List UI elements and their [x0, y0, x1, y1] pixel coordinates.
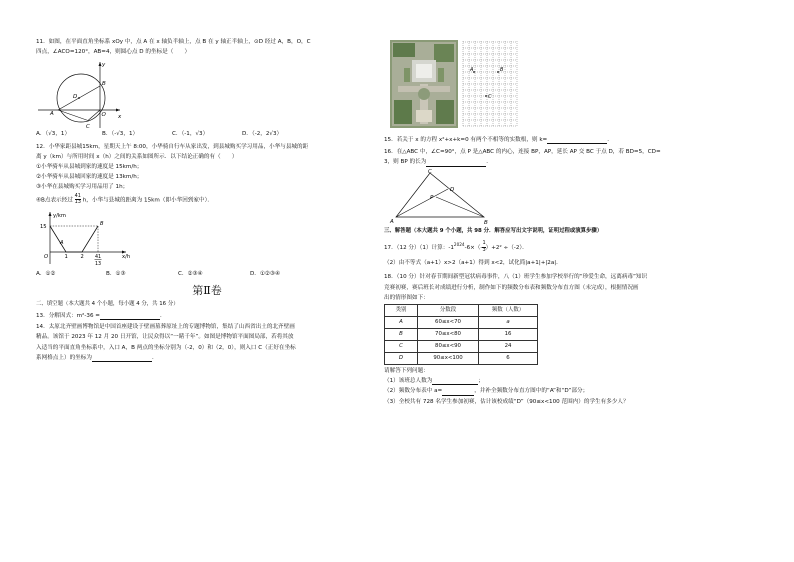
- q12-label-a: A: [60, 239, 64, 246]
- table-row: [385, 328, 538, 340]
- q16-line1: 16．在△ABC 中，∠C=90°，点 P 是△ABC 的内心，连接 BP，AP，延长 AP 交 BC 于点 D，若 BD=5，CD=: [384, 149, 661, 156]
- q12-label-b: B: [100, 220, 104, 227]
- q18-part3: （3）全校共有 728 名学生参加初赛，估计该校成绩“D”（90≤x<100 范围内）的学生有多少人？: [384, 398, 629, 405]
- right-column: [384, 136, 722, 408]
- q12-statement-3: ③小华在县城购买学习用品用了 1h；: [36, 184, 129, 191]
- q18-part1: （1）该班总人数为 ；: [384, 378, 484, 385]
- q13-stem: 13．分解因式：m²-36 =: [36, 313, 100, 320]
- table-cell: a: [479, 316, 538, 328]
- q11-label-o: O: [101, 112, 106, 119]
- q14-answer-blank[interactable]: [92, 355, 152, 362]
- q12-option-d: D．①②③④: [250, 270, 280, 277]
- q14-line3: 入适当的平面直角坐标系中，入口 A，B 两点的坐标分别为（-2，0）和（2，0），则入口 C（正好在坐标: [36, 344, 296, 351]
- q18-line3: 出的情形图如下：: [384, 294, 429, 301]
- frequency-table: [384, 304, 538, 365]
- q12-stem-line2: 离 y（km）与所用时间 x（h）之间的关系如图所示．以下结论正确的有（ ）: [36, 153, 238, 160]
- q12-statement-1: ①小华骑车从县城到家的速度是 15km/h；: [36, 164, 143, 171]
- q11-option-b: B．（-√3，1）: [102, 131, 139, 138]
- q13-answer-blank[interactable]: [100, 313, 160, 320]
- q14-line1: 14．太原北齐壁画博物馆是中国首座建设于壁画墓葬原址上的专题博物馆，集结了山西省出土的北齐壁画: [36, 324, 295, 331]
- fill-in-heading: 二、填空题（本大题共 4 个小题，每小题 4 分，共 16 分）: [36, 300, 179, 307]
- q18-part2-blank[interactable]: [442, 389, 474, 396]
- q18-line1: 18．（10 分）针对春节期间新型冠状病毒事件，八（1）班学生参加学校举行的“珍爱生命，远离病毒”知识: [384, 274, 648, 281]
- q12-s4-num: 41: [74, 192, 81, 199]
- q18-part1-blank[interactable]: [432, 378, 478, 385]
- q12-option-a: A．①②: [36, 270, 56, 277]
- q11-label-b: B: [102, 81, 106, 88]
- q16-line2-text: 3，则 BP 的长为: [384, 159, 427, 166]
- grid-label-c: C: [488, 94, 492, 100]
- q11-label-c: C: [86, 124, 90, 131]
- q16-label-b: B: [484, 219, 488, 225]
- q12-tick-3-den: 13: [95, 261, 102, 267]
- q12-option-c: C．②③④: [178, 270, 203, 277]
- q17-line2: （2）由不等式（a+1）x>2（a+1）得到 x<2，试化简|a+1|+|2a|．: [384, 260, 562, 267]
- table-header-cell: 类别: [385, 304, 418, 316]
- table-cell: 6: [479, 352, 538, 364]
- q12-s4-post: h，小华与县城的距离为 15km（即小华回到家中）．: [82, 197, 213, 204]
- q11-stem-line1: 11．如图，在平面直角坐标系 xOy 中，点 A 在 x 轴负半轴上，点 B 在 y 轴正半轴上，⊙D 经过 A，B，O，C: [36, 39, 311, 45]
- q12-xlabel: x/h: [122, 253, 131, 260]
- table-row: [385, 352, 538, 364]
- q17-l1-pre: 17．（12 分）（1）计算：-1: [384, 244, 454, 251]
- q11-label-y: y: [102, 62, 106, 69]
- q17-line1: [384, 241, 722, 253]
- q14-line4: 系网格点上）的坐标为 ．: [36, 354, 158, 361]
- q12-y15: 15: [40, 223, 47, 230]
- grid-label-b: B: [500, 67, 504, 73]
- q11-option-d: D．（-2，2√3）: [242, 131, 283, 138]
- q12-graph: [36, 208, 136, 270]
- q18-part1-text: （1）该班总人数为: [384, 378, 433, 385]
- table-cell: 80≤x<90: [418, 340, 479, 352]
- museum-map-image: [390, 40, 458, 128]
- grid-label-a: A: [470, 67, 474, 73]
- q11-label-x: x: [118, 114, 122, 121]
- q16-label-p: P: [430, 194, 434, 201]
- q12-s4-pre: ④B点表示经过: [36, 197, 73, 204]
- table-row: [385, 316, 538, 328]
- section-title: 第Ⅱ卷: [192, 283, 222, 297]
- q16-label-a: A: [390, 218, 394, 225]
- q18-ask: 请解答下列问题：: [384, 367, 429, 374]
- q12-tick-1: 1: [64, 253, 68, 260]
- q15-stem: 15．若关于 x 的方程 x²+x+k=0 有两个不相等的实数根，则 k=: [384, 137, 548, 143]
- q12-tick-2: 2: [80, 253, 84, 260]
- q13-text: 13．分解因式：m²-36 = ．: [36, 313, 166, 320]
- table-header-cell: 频数（人数）: [479, 304, 538, 316]
- table-cell: 60≤x<70: [418, 316, 479, 328]
- table-cell: D: [385, 352, 418, 364]
- q12-label-o: O: [44, 253, 49, 260]
- q17-l1-den: 3: [482, 246, 486, 253]
- q18-part2: [384, 387, 722, 395]
- table-cell: 16: [479, 328, 538, 340]
- q11-label-a: A: [50, 111, 54, 118]
- table-header-cell: 分数段: [418, 304, 479, 316]
- table-cell: 90≤x<100: [418, 352, 479, 364]
- q16-label-c: C: [428, 168, 432, 175]
- table-cell: B: [385, 328, 418, 340]
- q12-s4-den: 13: [74, 199, 81, 206]
- q17-l1-post: ）+2² ÷（-2）．: [485, 244, 528, 251]
- q18-part2-pre: （2）频数分布表中 a=: [384, 388, 443, 395]
- q16-answer-blank[interactable]: [426, 160, 486, 167]
- q16-label-d: D: [450, 186, 455, 193]
- table-cell: 24: [479, 340, 538, 352]
- coordinate-grid-figure: [462, 40, 520, 128]
- q11-option-c: C．（-1，√3）: [172, 131, 209, 138]
- q12-tick-3-num: 41: [95, 254, 102, 260]
- table-cell: 70≤x<80: [418, 328, 479, 340]
- q12-option-b: B．①③: [106, 270, 126, 277]
- solve-heading: 三、解答题（本大题共 9 个小题，共 98 分．解答应写出文字说明，证明过程或演算步骤）: [384, 227, 603, 234]
- q12-statement-4: [36, 194, 378, 206]
- q11-label-d: D: [73, 94, 78, 101]
- q15-answer-blank[interactable]: [547, 137, 607, 144]
- q12-ylabel: y/km: [53, 212, 66, 219]
- q17-l1-num: 1: [482, 240, 486, 247]
- q18-part2-post: ，并补全频数分布直方图中的“A”和“D”部分；: [474, 388, 589, 395]
- q12-statement-2: ②小华骑车从县城回家的速度是 13km/h；: [36, 174, 143, 181]
- q12-options: [36, 270, 378, 278]
- q18-line2: 竞赛初赛，赛后班长对成绩进行分析，制作如下的频数分布表和频数分布直方图（未完成），根据情况画: [384, 284, 639, 291]
- q17-l1-exp: 2024: [453, 241, 465, 247]
- table-cell: A: [385, 316, 418, 328]
- q16-triangle-figure: [384, 169, 494, 225]
- q11-option-a: A．（√3，1）: [36, 131, 71, 138]
- q12-stem-line1: 12．小华家距县城15km，星期天上午 8:00，小华骑自行车从家出发，到县城购买学习用品，小华与县城的距: [36, 143, 309, 150]
- q16-line2: 3，则 BP 的长为 ．: [384, 159, 492, 166]
- q11-circle-figure: [36, 58, 146, 130]
- q15-text: 15．若关于 x 的方程 x²+x+k=0 有两个不相等的实数根，则 k= ．: [384, 137, 613, 143]
- left-column: [36, 38, 378, 364]
- q11-options: [36, 130, 378, 138]
- q11-stem-line2: 四点，∠ACO=120°，AB=4，则圆心点 D 的坐标是（ ）: [36, 49, 191, 56]
- q14-line2: 精品。该馆于 2023 年 12 月 20 日开馆，让民众得以“一睹千年”。如图是博物馆平面图局部，若将其放: [36, 334, 294, 341]
- q12-s4-fraction: [75, 194, 81, 206]
- q17-l1-mid: -6×（-: [464, 244, 483, 251]
- q14-line4-text: 系网格点上）的坐标为: [36, 354, 92, 361]
- table-cell: C: [385, 340, 418, 352]
- frequency-table-header: [385, 304, 538, 316]
- table-row: [385, 340, 538, 352]
